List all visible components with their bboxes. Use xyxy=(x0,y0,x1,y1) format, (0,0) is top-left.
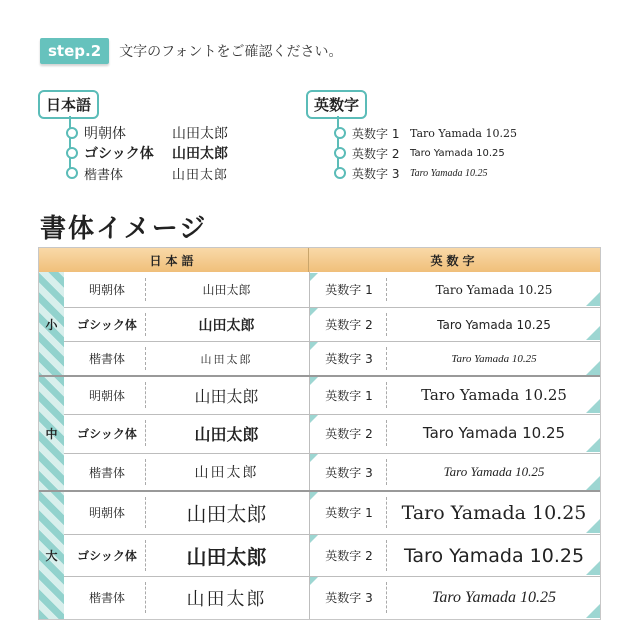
alnum-font-name: 英数字 1 xyxy=(325,283,373,297)
jp-font-name: 楷書体 xyxy=(88,465,125,480)
corner-accent xyxy=(586,476,600,490)
option-dot-icon xyxy=(66,127,78,139)
corner-accent xyxy=(586,604,600,618)
corner-accent xyxy=(310,273,318,281)
font-option-name: ゴシック体 xyxy=(84,146,154,162)
corner-accent xyxy=(310,535,318,543)
alnum-font-name: 英数字 1 xyxy=(325,506,373,520)
corner-accent xyxy=(586,561,600,575)
alnum-font-sample: Taro Yamada 10.25 xyxy=(401,501,587,524)
option-dot-icon xyxy=(66,147,78,159)
font-option-mincho[interactable] xyxy=(66,123,268,143)
font-option-alnum-3[interactable] xyxy=(334,163,546,183)
corner-accent xyxy=(586,326,600,340)
corner-accent xyxy=(310,308,318,316)
jp-font-sample: 山田太郎 xyxy=(194,424,259,444)
alnum-font-name: 英数字 2 xyxy=(325,549,373,563)
dashed-separator xyxy=(386,278,387,301)
alnum-font-sample: Taro Yamada 10.25 xyxy=(435,282,553,297)
alnum-font-group xyxy=(306,90,546,190)
alnum-font-name: 英数字 2 xyxy=(325,426,373,441)
jp-font-name: ゴシック体 xyxy=(77,426,137,441)
corner-accent xyxy=(586,292,600,306)
dashed-separator xyxy=(145,540,146,571)
dashed-separator xyxy=(145,459,146,485)
font-option-alnum-2[interactable] xyxy=(334,143,546,163)
corner-accent xyxy=(586,399,600,413)
font-option-sample: 山田太郎 xyxy=(172,146,228,162)
jp-font-sample: 山田太郎 xyxy=(186,545,267,569)
font-option-sample: Taro Yamada 10.25 xyxy=(410,167,488,179)
font-option-name: 英数字 3 xyxy=(352,166,400,181)
corner-accent xyxy=(586,361,600,375)
option-dot-icon xyxy=(334,167,346,179)
corner-accent xyxy=(586,519,600,533)
step-badge: step.2 xyxy=(40,38,109,64)
jp-font-sample: 山田太郎 xyxy=(202,283,251,297)
jp-font-sample: 山田太郎 xyxy=(198,317,255,334)
corner-accent xyxy=(310,342,318,350)
size-label: 中 xyxy=(45,427,58,441)
font-option-name: 英数字 1 xyxy=(352,126,400,141)
dashed-separator xyxy=(386,497,387,528)
jp-font-name: 楷書体 xyxy=(88,352,125,366)
dashed-separator xyxy=(145,313,146,336)
step-instruction: 文字のフォントをご確認ください。 xyxy=(119,44,343,60)
font-option-sample: 山田太郎 xyxy=(172,126,228,142)
option-dot-icon xyxy=(334,127,346,139)
jp-font-name: 明朝体 xyxy=(88,506,125,520)
font-option-name: 楷書体 xyxy=(84,167,124,183)
dashed-separator xyxy=(145,347,146,370)
dashed-separator xyxy=(145,420,146,446)
alnum-font-name: 英数字 3 xyxy=(325,352,373,366)
jp-font-sample: 山田太郎 xyxy=(186,588,267,610)
size-label: 小 xyxy=(45,317,58,332)
dashed-separator xyxy=(386,347,387,370)
font-preview-table xyxy=(38,247,601,620)
font-option-gothic[interactable] xyxy=(66,143,268,163)
option-dot-icon xyxy=(334,147,346,159)
dashed-separator xyxy=(145,497,146,528)
japanese-group-title: 日本語 xyxy=(38,90,99,119)
dashed-separator xyxy=(386,382,387,408)
dashed-separator xyxy=(145,382,146,408)
alnum-font-sample: Taro Yamada 10.25 xyxy=(437,317,551,332)
jp-font-name: ゴシック体 xyxy=(77,549,137,563)
jp-font-name: 明朝体 xyxy=(88,388,125,403)
alnum-font-name: 英数字 3 xyxy=(325,465,373,480)
font-option-name: 英数字 2 xyxy=(352,146,400,161)
corner-accent xyxy=(310,377,318,385)
alnum-font-sample: Taro Yamada 10.25 xyxy=(422,424,566,442)
dashed-separator xyxy=(386,313,387,336)
jp-font-name: 明朝体 xyxy=(88,283,125,297)
header-japanese: 日本語 xyxy=(39,248,309,272)
alnum-font-name: 英数字 1 xyxy=(325,388,373,403)
alnum-font-sample: Taro Yamada 10.25 xyxy=(431,588,557,606)
jp-font-name: ゴシック体 xyxy=(77,318,137,332)
option-dot-icon xyxy=(66,167,78,179)
preview-title: 書体イメージ xyxy=(40,214,208,244)
alnum-font-sample: Taro Yamada 10.25 xyxy=(443,464,545,479)
corner-accent xyxy=(586,438,600,452)
font-option-sample: 山田太郎 xyxy=(172,167,229,183)
corner-accent xyxy=(310,492,318,500)
corner-accent xyxy=(310,415,318,423)
alnum-font-sample: Taro Yamada 10.25 xyxy=(451,352,537,365)
dashed-separator xyxy=(386,459,387,485)
jp-font-sample: 山田太郎 xyxy=(194,465,259,481)
dashed-separator xyxy=(386,540,387,571)
column-divider xyxy=(309,272,310,619)
alnum-group-title: 英数字 xyxy=(306,90,367,119)
jp-font-sample: 山田太郎 xyxy=(194,386,259,406)
font-option-name: 明朝体 xyxy=(84,126,126,142)
corner-accent xyxy=(310,454,318,462)
alnum-font-sample: Taro Yamada 10.25 xyxy=(403,544,585,567)
dashed-separator xyxy=(386,420,387,446)
font-option-sample: Taro Yamada 10.25 xyxy=(410,126,517,140)
alnum-font-name: 英数字 2 xyxy=(325,318,373,332)
jp-font-name: 楷書体 xyxy=(88,591,125,605)
size-label: 大 xyxy=(45,548,58,563)
alnum-font-name: 英数字 3 xyxy=(325,591,373,605)
jp-font-sample: 山田太郎 xyxy=(186,502,267,526)
japanese-font-group xyxy=(38,90,268,190)
corner-accent xyxy=(310,577,318,585)
jp-font-sample: 山田太郎 xyxy=(200,352,253,366)
dashed-separator xyxy=(145,582,146,613)
alnum-font-sample: Taro Yamada 10.25 xyxy=(421,386,567,404)
dashed-separator xyxy=(145,278,146,301)
dashed-separator xyxy=(386,582,387,613)
step-header xyxy=(40,38,342,64)
font-option-kaisho[interactable] xyxy=(66,163,268,183)
font-option-alnum-1[interactable] xyxy=(334,123,546,143)
font-option-sample: Taro Yamada 10.25 xyxy=(410,147,505,159)
header-alnum: 英数字 xyxy=(309,248,600,272)
